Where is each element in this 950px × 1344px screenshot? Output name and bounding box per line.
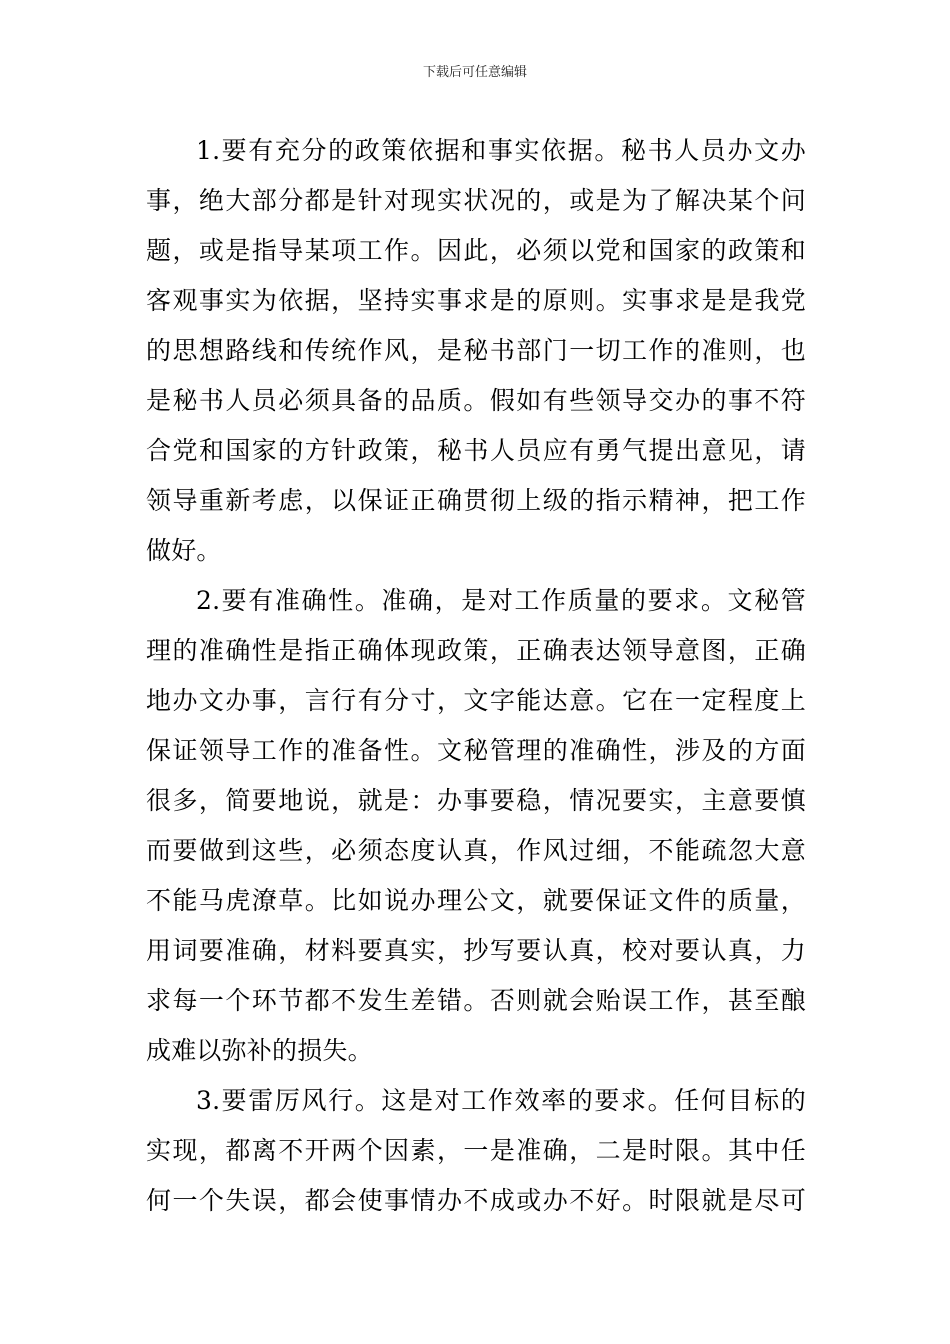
paragraph-line: 用词要准确，材料要真实，抄写要认真，校对要认真，力 — [146, 936, 806, 965]
document-body — [146, 126, 806, 1226]
paragraph-line: 是秘书人员必须具备的品质。假如有些领导交办的事不符 — [146, 386, 806, 415]
paragraph-line: 合党和国家的方针政策，秘书人员应有勇气提出意见，请 — [146, 436, 806, 465]
paragraph-line: 很多，简要地说，就是：办事要稳，情况要实，主意要慎 — [146, 786, 806, 815]
paragraph-line: 领导重新考虑，以保证正确贯彻上级的指示精神，把工作 — [146, 486, 806, 515]
paragraph-line: 而要做到这些，必须态度认真，作风过细，不能疏忽大意 — [146, 836, 806, 865]
paragraph-line: 1.要有充分的政策依据和事实依据。秘书人员办文办 — [196, 136, 806, 165]
paragraph-line: 实现，都离不开两个因素，一是准确，二是时限。其中任 — [146, 1136, 806, 1165]
paragraph-line: 3.要雷厉风行。这是对工作效率的要求。任何目标的 — [196, 1086, 806, 1115]
paragraph-line: 理的准确性是指正确体现政策，正确表达领导意图，正确 — [146, 636, 806, 665]
paragraph-1 — [146, 126, 806, 576]
paragraph-line: 事，绝大部分都是针对现实状况的，或是为了解决某个问 — [146, 186, 806, 215]
page-header: 下载后可任意编辑 — [422, 65, 527, 80]
paragraph-line: 的思想路线和传统作风，是秘书部门一切工作的准则，也 — [146, 336, 806, 365]
paragraph-line: 地办文办事，言行有分寸，文字能达意。它在一定程度上 — [146, 686, 806, 715]
paragraph-line: 保证领导工作的准备性。文秘管理的准确性，涉及的方面 — [146, 736, 806, 765]
paragraph-line: 成难以弥补的损失。 — [146, 1036, 373, 1065]
paragraph-line: 何一个失误，都会使事情办不成或办不好。时限就是尽可 — [146, 1186, 806, 1215]
paragraph-line: 2.要有准确性。准确，是对工作质量的要求。文秘管 — [196, 586, 806, 615]
paragraph-3 — [146, 1076, 806, 1226]
paragraph-line: 客观事实为依据，坚持实事求是的原则。实事求是是我党 — [146, 286, 806, 315]
paragraph-line: 做好。 — [146, 536, 222, 565]
paragraph-line: 求每一个环节都不发生差错。否则就会贻误工作，甚至酿 — [146, 986, 806, 1015]
paragraph-line: 不能马虎潦草。比如说办理公文，就要保证文件的质量， — [146, 886, 806, 915]
paragraph-2 — [146, 576, 806, 1076]
paragraph-line: 题，或是指导某项工作。因此，必须以党和国家的政策和 — [146, 236, 806, 265]
